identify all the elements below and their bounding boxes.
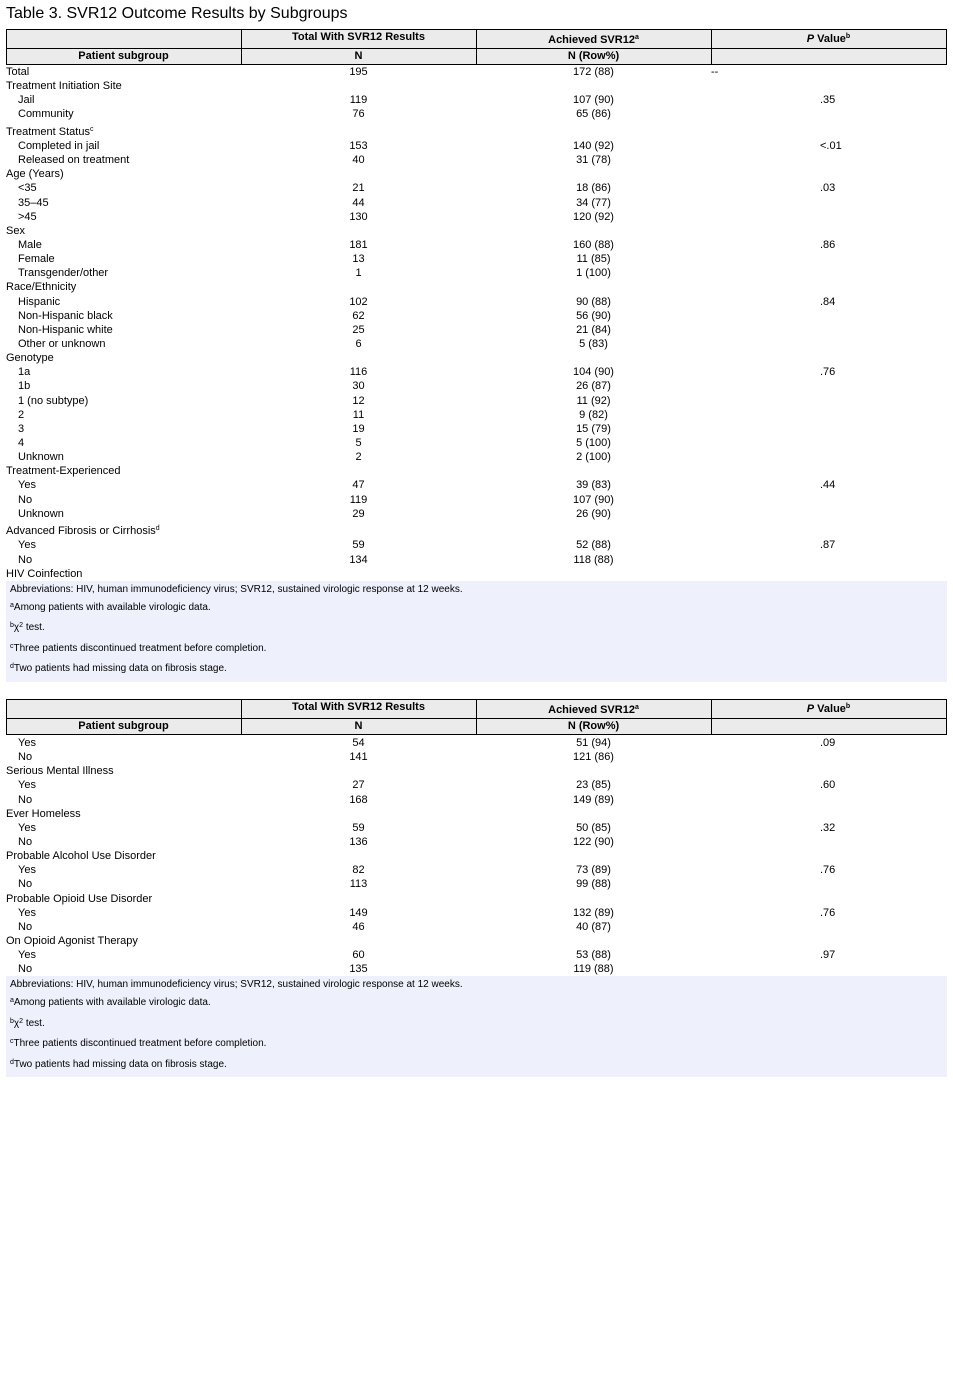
row-label: No	[18, 963, 33, 976]
row-label: Yes	[18, 821, 36, 834]
row-label: HIV Coinfection	[6, 567, 83, 580]
table-body	[6, 65, 947, 581]
cell-achieved: 11 (85)	[576, 253, 611, 266]
cell-achieved: 31 (78)	[576, 154, 611, 167]
cell-achieved: 118 (88)	[573, 553, 614, 566]
table-row	[6, 863, 947, 877]
table-row	[6, 379, 947, 393]
row-label: Treatment-Experienced	[6, 465, 121, 478]
category-row	[6, 807, 947, 821]
cell-achieved: 40 (87)	[576, 920, 611, 933]
table-row	[6, 309, 947, 323]
table-body	[6, 736, 947, 976]
cell-achieved: 53 (88)	[576, 949, 611, 962]
cell-p-value: .87	[820, 539, 836, 552]
cell-n: 40	[352, 154, 365, 167]
category-row	[6, 521, 947, 539]
cell-n: 46	[352, 920, 365, 933]
row-label: Treatment Status$^c$	[6, 125, 94, 138]
table-row	[6, 252, 947, 266]
cell-n: 44	[352, 196, 365, 209]
table-row	[6, 365, 947, 379]
footnote-c: $^c$Three patients discontinued treatment before completion.	[10, 1038, 267, 1050]
table-row	[6, 493, 947, 507]
cell-n: 168	[349, 793, 368, 806]
cell-p-value: .60	[820, 779, 836, 792]
row-label: <35	[18, 182, 37, 195]
cell-achieved: 120 (92)	[573, 210, 614, 223]
cell-p-value: <.01	[820, 140, 842, 153]
cell-n: 13	[352, 253, 365, 266]
category-row	[6, 849, 947, 863]
table-row	[6, 906, 947, 920]
row-label: Probable Opioid Use Disorder	[6, 892, 153, 905]
cell-n: 54	[352, 737, 365, 749]
table-row	[6, 337, 947, 351]
table-row	[6, 210, 947, 224]
row-label: Unknown	[18, 451, 64, 464]
category-row	[6, 122, 947, 140]
cell-p-value: .76	[820, 366, 836, 379]
footnote-d: $^d$Two patients had missing data on fibrosis stage.	[10, 663, 227, 675]
category-row	[6, 892, 947, 906]
row-label: Yes	[18, 479, 36, 492]
footnote-abbreviations: Abbreviations: HIV, human immunodeficiency virus; SVR12, sustained virologic response at 12 weeks.	[10, 583, 463, 595]
table-row	[6, 877, 947, 891]
table-row	[6, 478, 947, 492]
header-achieved: Achieved SVR12$^a$	[548, 34, 639, 46]
row-label: 4	[18, 437, 25, 450]
header-p-value: P Value$^b$	[806, 33, 851, 45]
table-row	[6, 920, 947, 934]
table-row	[6, 422, 947, 436]
cell-n: 12	[352, 394, 365, 407]
header-border	[946, 700, 947, 734]
cell-n: 6	[355, 338, 362, 351]
table-row	[6, 408, 947, 422]
table-row	[6, 736, 947, 750]
cell-p-value: .03	[820, 182, 836, 195]
cell-achieved: 140 (92)	[573, 140, 614, 153]
cell-achieved: 56 (90)	[576, 309, 611, 322]
row-label: 2	[18, 408, 25, 421]
row-label: Ever Homeless	[6, 807, 81, 820]
table-row	[6, 507, 947, 521]
cell-achieved: 23 (85)	[576, 779, 611, 792]
table-row	[6, 394, 947, 408]
row-label: Race/Ethnicity	[6, 281, 77, 294]
table-row	[6, 553, 947, 567]
cell-achieved: 122 (90)	[573, 835, 614, 848]
cell-n: 116	[349, 366, 368, 379]
row-label: Genotype	[6, 352, 54, 365]
cell-achieved: 107 (90)	[573, 493, 614, 506]
table-row	[6, 962, 947, 976]
cell-p-value: .76	[820, 864, 836, 877]
header-border	[946, 30, 947, 64]
cell-n: 149	[349, 906, 368, 919]
cell-p-value: .44	[820, 479, 836, 492]
cell-achieved: 26 (87)	[576, 380, 611, 393]
cell-n: 102	[349, 295, 368, 308]
cell-achieved: 5 (83)	[579, 338, 608, 351]
row-label: No	[18, 553, 33, 566]
cell-achieved: 11 (92)	[576, 394, 611, 407]
table-title: Table 3. SVR12 Outcome Results by Subgroups	[6, 5, 348, 22]
row-label: No	[18, 835, 33, 848]
row-label: 1 (no subtype)	[18, 394, 89, 407]
cell-n: 113	[349, 878, 368, 891]
cell-achieved: 15 (79)	[576, 422, 611, 435]
table-row	[6, 450, 947, 464]
table-row	[6, 793, 947, 807]
row-label: Yes	[18, 864, 36, 877]
table-part-1	[6, 29, 947, 682]
row-label: Probable Alcohol Use Disorder	[6, 850, 156, 863]
cell-n: 82	[352, 864, 365, 877]
table-row	[6, 295, 947, 309]
cell-p-placeholder: --	[711, 66, 719, 78]
table-row	[6, 948, 947, 962]
table-row	[6, 323, 947, 337]
table-row	[6, 139, 947, 153]
cell-achieved: 18 (86)	[576, 182, 611, 195]
row-label: Released on treatment	[18, 154, 130, 167]
category-row	[6, 65, 947, 79]
header-n: N	[354, 720, 363, 732]
cell-achieved: 5 (100)	[576, 437, 611, 450]
cell-achieved: 52 (88)	[576, 539, 611, 552]
category-row	[6, 224, 947, 238]
category-row	[6, 567, 947, 581]
cell-n: 134	[349, 553, 368, 566]
row-label: Yes	[18, 906, 36, 919]
cell-p-value: .76	[820, 906, 836, 919]
row-label: No	[18, 878, 33, 891]
cell-n: 195	[349, 66, 368, 78]
cell-p-value: .35	[820, 94, 836, 107]
header-n-row: N (Row%)	[567, 50, 620, 62]
table-row	[6, 538, 947, 552]
row-label: Yes	[18, 737, 36, 749]
cell-n: 30	[352, 380, 365, 393]
table-footnotes	[6, 976, 947, 1077]
cell-achieved: 2 (100)	[576, 451, 611, 464]
row-label: Total	[6, 66, 30, 78]
cell-p-value: .97	[820, 949, 836, 962]
cell-achieved: 51 (94)	[576, 737, 611, 749]
cell-p-value: .09	[820, 737, 836, 749]
cell-n: 5	[355, 437, 362, 450]
row-label: >45	[18, 210, 37, 223]
row-label: Age (Years)	[6, 168, 64, 181]
row-label: Advanced Fibrosis or Cirrhosis$^d$	[6, 524, 160, 537]
cell-n: 153	[349, 140, 368, 153]
cell-n: 119	[349, 493, 368, 506]
row-label: Non-Hispanic white	[18, 323, 113, 336]
cell-p-value: .86	[820, 239, 836, 252]
table-row	[6, 93, 947, 107]
row-label: Yes	[18, 539, 36, 552]
row-label: Community	[18, 108, 74, 121]
cell-achieved: 26 (90)	[576, 507, 611, 520]
cell-achieved: 65 (86)	[576, 108, 611, 121]
table-row	[6, 196, 947, 210]
cell-n: 59	[352, 539, 365, 552]
table-row	[6, 835, 947, 849]
row-label: Transgender/other	[18, 267, 109, 280]
cell-n: 27	[352, 779, 365, 792]
row-label: 1b	[18, 380, 31, 393]
category-row	[6, 464, 947, 478]
row-label: No	[18, 751, 33, 764]
cell-achieved: 1 (100)	[576, 267, 611, 280]
table-row	[6, 181, 947, 195]
cell-achieved: 121 (86)	[573, 751, 614, 764]
table-row	[6, 750, 947, 764]
cell-achieved: 73 (89)	[576, 864, 611, 877]
row-label: Yes	[18, 779, 36, 792]
cell-n: 19	[352, 422, 365, 435]
footnote-b: $^b\chi^2$ test.	[10, 1017, 45, 1029]
category-row	[6, 167, 947, 181]
cell-achieved: 9 (82)	[579, 408, 608, 421]
row-label: Completed in jail	[18, 140, 100, 153]
table-header	[6, 699, 947, 735]
footnote-a: $^a$Among patients with available virologic data.	[10, 601, 211, 613]
row-label: Female	[18, 253, 55, 266]
table-header	[6, 29, 947, 65]
row-label: Male	[18, 239, 42, 252]
category-row	[6, 764, 947, 778]
cell-achieved: 160 (88)	[573, 239, 614, 252]
cell-n: 119	[349, 94, 368, 107]
cell-n: 59	[352, 821, 365, 834]
table-row	[6, 778, 947, 792]
header-p-value: P Value$^b$	[806, 703, 851, 715]
cell-n: 47	[352, 479, 365, 492]
category-row	[6, 280, 947, 294]
cell-achieved: 132 (89)	[573, 906, 614, 919]
cell-achieved: 50 (85)	[576, 821, 611, 834]
row-label: 35–45	[18, 196, 49, 209]
row-label: No	[18, 920, 33, 933]
cell-p-value: .32	[820, 821, 836, 834]
footnote-c: $^c$Three patients discontinued treatment before completion.	[10, 642, 267, 654]
cell-n: 141	[349, 751, 368, 764]
row-label: No	[18, 493, 33, 506]
category-row	[6, 351, 947, 365]
row-label: Other or unknown	[18, 338, 106, 351]
cell-achieved: 104 (90)	[573, 366, 614, 379]
row-label: No	[18, 793, 33, 806]
header-subgroup: Patient subgroup	[78, 50, 169, 62]
cell-n: 136	[349, 835, 368, 848]
table-row	[6, 436, 947, 450]
cell-achieved: 172 (88)	[573, 66, 614, 78]
header-achieved: Achieved SVR12$^a$	[548, 704, 639, 716]
header-n-row: N (Row%)	[567, 720, 620, 732]
table-row	[6, 266, 947, 280]
cell-n: 135	[349, 963, 368, 976]
cell-achieved: 119 (88)	[573, 963, 614, 976]
cell-achieved: 39 (83)	[576, 479, 611, 492]
cell-achieved: 99 (88)	[576, 878, 611, 891]
header-n: N	[354, 50, 363, 62]
cell-n: 21	[352, 182, 365, 195]
cell-n: 25	[352, 323, 365, 336]
row-label: Yes	[18, 949, 36, 962]
row-label: Non-Hispanic black	[18, 309, 113, 322]
category-row	[6, 79, 947, 93]
cell-n: 62	[352, 309, 365, 322]
cell-n: 29	[352, 507, 365, 520]
cell-achieved: 90 (88)	[576, 295, 611, 308]
cell-n: 130	[349, 210, 368, 223]
row-label: Sex	[6, 224, 25, 237]
header-total: Total With SVR12 Results	[292, 31, 425, 43]
row-label: Treatment Initiation Site	[6, 80, 122, 93]
table-row	[6, 153, 947, 167]
row-label: Hispanic	[18, 295, 61, 308]
table-row	[6, 821, 947, 835]
table-part-2	[6, 699, 947, 1077]
footnote-abbreviations: Abbreviations: HIV, human immunodeficiency virus; SVR12, sustained virologic response at 12 weeks.	[10, 979, 463, 991]
table-footnotes	[6, 581, 947, 682]
cell-n: 11	[352, 408, 365, 421]
row-label: 3	[18, 422, 25, 435]
footnote-d: $^d$Two patients had missing data on fibrosis stage.	[10, 1058, 227, 1070]
footnote-a: $^a$Among patients with available virologic data.	[10, 997, 211, 1009]
footnote-b: $^b\chi^2$ test.	[10, 622, 45, 634]
row-label: Jail	[18, 94, 35, 107]
cell-achieved: 21 (84)	[576, 323, 611, 336]
row-label: Unknown	[18, 507, 64, 520]
cell-p-value: .84	[820, 295, 836, 308]
cell-n: 1	[355, 267, 362, 280]
row-label: On Opioid Agonist Therapy	[6, 934, 138, 947]
cell-achieved: 34 (77)	[576, 196, 611, 209]
cell-n: 60	[352, 949, 365, 962]
table-row	[6, 107, 947, 121]
table-row	[6, 238, 947, 252]
cell-n: 181	[349, 239, 368, 252]
category-row	[6, 934, 947, 948]
cell-n: 2	[355, 451, 362, 464]
row-label: 1a	[18, 366, 31, 379]
header-subgroup: Patient subgroup	[78, 720, 169, 732]
cell-achieved: 107 (90)	[573, 94, 614, 107]
header-total: Total With SVR12 Results	[292, 701, 425, 713]
cell-achieved: 149 (89)	[573, 793, 614, 806]
row-label: Serious Mental Illness	[6, 765, 114, 778]
cell-n: 76	[352, 108, 365, 121]
